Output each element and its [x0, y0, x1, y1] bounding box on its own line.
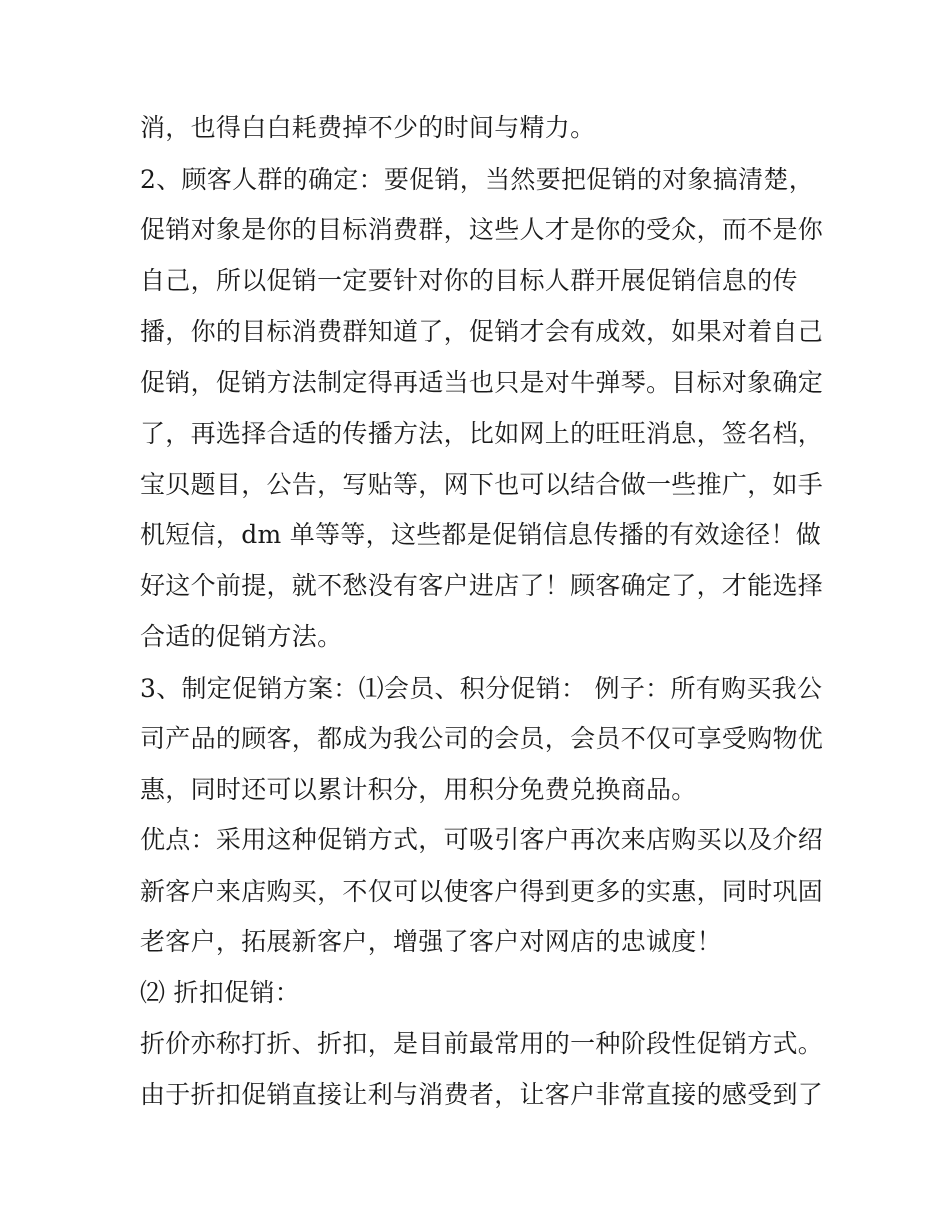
text-line: 宝贝题目，公告，写贴等，网下也可以结合做一些推广，如手: [140, 470, 824, 499]
text-line: 司产品的顾客，都成为我公司的会员，会员不仅可享受购物优: [140, 724, 824, 753]
text-line: ⑵ 折扣促销：: [140, 978, 301, 1007]
text-line: 惠，同时还可以累计积分，用积分免费兑换商品。: [140, 775, 697, 804]
text-line: 折价亦称打折、折扣，是目前最常用的一种阶段性促销方式。: [140, 1029, 824, 1058]
text-line: 好这个前提，就不愁没有客户进店了！顾客确定了，才能选择: [140, 571, 824, 600]
text-line: 促销对象是你的目标消费群，这些人才是你的受众，而不是你: [140, 215, 824, 244]
text-line: 了，再选择合适的传播方法，比如网上的旺旺消息，签名档，: [140, 419, 824, 448]
text-line: 由于折扣促销直接让利与消费者，让客户非常直接的感受到了: [140, 1080, 824, 1109]
text-line: 优点：采用这种促销方式，可吸引客户再次来店购买以及介绍: [140, 825, 824, 854]
text-line: 机短信，dm 单等等，这些都是促销信息传播的有效途径！做: [140, 520, 822, 549]
text-line: 促销，促销方法制定得再适当也只是对牛弹琴。目标对象确定: [140, 368, 824, 397]
text-line: 3、制定促销方案：⑴会员、积分促销： 例子：所有购买我公: [140, 674, 823, 703]
text-line: 自己，所以促销一定要针对你的目标人群开展促销信息的传: [140, 266, 798, 295]
text-line: 播，你的目标消费群知道了，促销才会有成效，如果对着自己: [140, 317, 824, 346]
text-line: 合适的促销方法。: [140, 622, 343, 651]
text-line: 新客户来店购买，不仅可以使客户得到更多的实惠，同时巩固: [140, 877, 824, 906]
text-line: 老客户，拓展新客户，增强了客户对网店的忠诚度！: [140, 927, 722, 956]
text-line: 消，也得白白耗费掉不少的时间与精力。: [140, 113, 596, 142]
text-line: 2、顾客人群的确定：要促销，当然要把促销的对象搞清楚，: [140, 165, 815, 194]
